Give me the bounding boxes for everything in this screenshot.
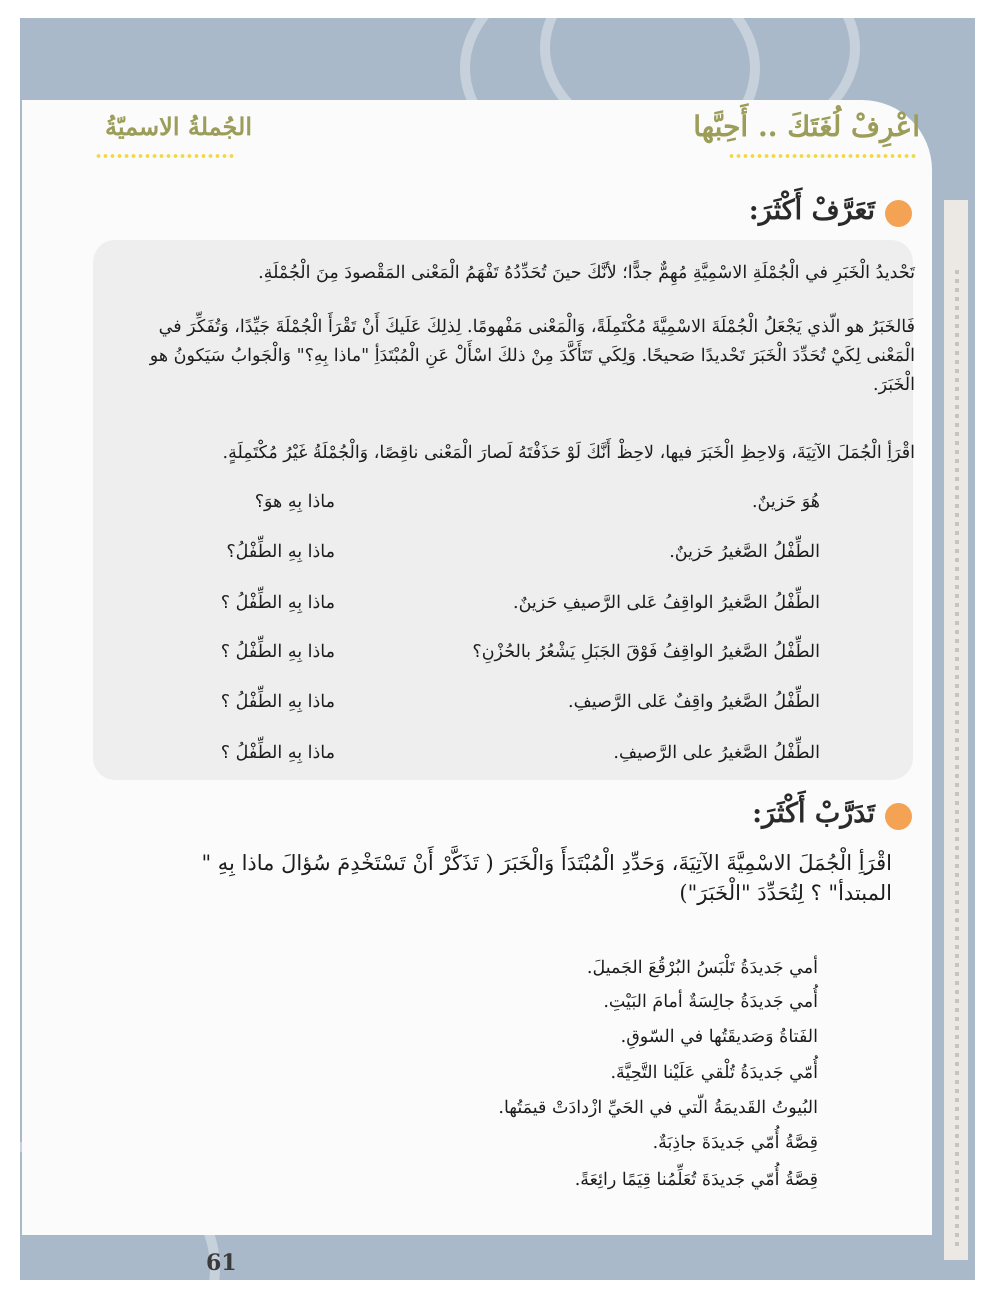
practice-sentence: أُمي جَديدَةُ جالِسَةٌ أمامَ البَيْتِ. [603,992,818,1012]
example-sentence: الطِّفْلُ الصَّغيرُ الواقِفُ عَلى الرَّصيفِ حَزينٌ. [513,593,820,613]
practice-sentence: أمي جَديدَةُ تَلْبَسُ البُرْقُعَ الجَميلَ. [586,958,818,978]
unit-title-underline [728,154,918,158]
example-sentence: الطِّفْلُ الصَّغيرُ حَزينٌ. [669,542,820,562]
learn-more-bullet-icon [885,200,912,227]
example-question: ماذا بِهِ الطِّفْلُ ؟ [220,642,335,662]
learn-more-title: تَعَرَّفْ أَكْثَرَ: [748,195,875,226]
example-row [190,492,820,518]
explanation-paragraph-1: تَحْديدُ الْخَبَرِ في الْجُمْلَةِ الاسْمِيَّةِ مُهِمٌّ جدًّا؛ لأنَّكَ حينَ تُحَدِّدُهُ تَفْهَمُ الْمَعْنى المَقْصودَ مِنَ الْجُمْلَةِ. [258,263,915,283]
example-row [190,642,820,668]
practice-sentence: قِصَّةُ أُمّي جَديدَةَ جاذِبَةٌ. [652,1133,818,1153]
example-sentence: هُوَ حَزينٌ. [751,492,820,512]
example-sentence: الطِّفْلُ الصَّغيرُ الواقِفُ فَوْقَ الجَبَلِ يَشْعُرُ بالحُزْنِ؟ [472,642,820,662]
example-sentence: الطِّفْلُ الصَّغيرُ على الرَّصيفِ. [613,743,820,763]
practice-title: تَدَرَّبْ أَكْثَرَ: [752,798,875,829]
practice-sentence: البُيوتُ القَديمَةُ الّتي في الحَيِّ ازْدادَتْ قيمَتُها. [498,1098,818,1118]
practice-sentence: أُمّي جَديدَةُ تُلْقي عَلَيْنا التَّحِيَّةَ. [610,1063,818,1083]
explanation-paragraph-3: اقْرَأِ الْجُمَلَ الآتِيَةَ، وَلاحِظِ الْخَبَرَ فيها، لاحِظْ أَنَّكَ لَوْ حَذَفْتَهُ لَصارَ الْمَعْنى ناقِصًا، وَالْجُمْلَةُ غَيْرُ مُكْتَمِلَةٍ. [222,443,915,463]
example-question: ماذا بِهِ الطِّفْلُ ؟ [220,593,335,613]
example-row [190,743,820,769]
example-sentence: الطِّفْلُ الصَّغيرُ واقِفٌ عَلى الرَّصيفِ. [568,692,820,712]
example-question: ماذا بِهِ هوَ؟ [254,492,335,512]
example-question: ماذا بِهِ الطِّفْلُ ؟ [220,743,335,763]
unit-title: اعْرِفْ لُغَتَكَ .. أَحِبَّها [693,110,920,143]
practice-sentence: قِصَّةُ أُمّي جَديدَةَ تُعَلِّمُنا قِيَمًا رائِعَةً. [574,1170,818,1190]
practice-instruction: اقْرَأِ الْجُمَلَ الاسْمِيَّةَ الآتِيَةَ، وَحَدِّدِ الْمُبْتَدَأَ وَالْخَبَرَ ( تَذَكَّرْ أَنْ تَسْتَخْدِمَ سُؤالَ ماذا بِهِ " المبتدأ" ؟ لِتُحَدِّدَ "الْخَبَرَ") [201,851,892,905]
topic-title: الجُملةُ الاسميّةُ [105,112,252,141]
practice-bullet-icon [885,803,912,830]
topic-title-underline [95,154,235,158]
example-question: ماذا بِهِ الطِّفْلُ ؟ [220,692,335,712]
example-row [190,542,820,568]
spine-text-strip [955,270,959,1250]
example-row [190,692,820,718]
example-question: ماذا بِهِ الطِّفْلُ؟ [226,542,335,562]
explanation-paragraph-2: فَالخَبَرُ هو الّذي يَجْعَلُ الْجُمْلَةَ الاسْمِيَّةَ مُكْتَمِلَةً، وَالْمَعْنى مَفْهومًا. لِذلِكَ عَلَيكَ أَنْ تَقْرَأَ الْجُمْلَةَ جَيِّدًا، وَتُفَكِّرَ في الْمَعْنى لِكَيْ تُحَدِّدَ الْخَبَرَ تَحْديدًا صَحيحًا. وَلِكَي تَتَأَكَّدَ مِنْ ذلكَ اسْأَلْ عَنِ الْمُبْتَدَأِ "ماذا بِهِ؟" وَالْجَوابُ سَيَكونُ هو الْخَبَرَ. [149,317,915,395]
example-row [190,593,820,619]
page-number: 61 [206,1250,237,1276]
practice-sentence: الفَتاةُ وَصَديقَتُها في السّوقِ. [620,1027,818,1047]
